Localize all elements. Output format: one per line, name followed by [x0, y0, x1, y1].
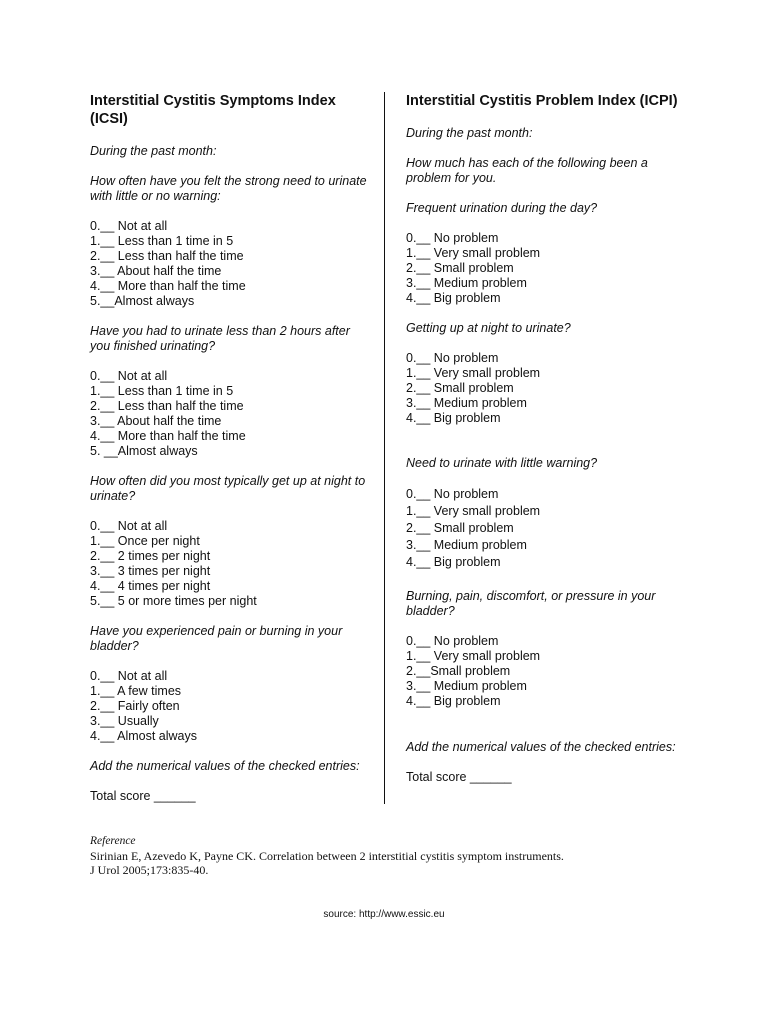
icsi-q1-option: 2.__ Less than half the time	[90, 249, 244, 263]
icpi-options-3	[406, 486, 696, 571]
icsi-intro: During the past month:	[90, 144, 217, 158]
icpi-add-instruction: Add the numerical values of the checked entries:	[406, 740, 676, 754]
icsi-column	[90, 92, 370, 804]
icsi-question-2: Have you had to urinate less than 2 hours after you finished urinating?	[90, 324, 350, 353]
icpi-q2-option: 2.__ Small problem	[406, 381, 514, 395]
icpi-q2-option: 4.__ Big problem	[406, 411, 501, 425]
icpi-options-2	[406, 351, 696, 426]
icpi-title: Interstitial Cystitis Problem Index (ICPI)	[406, 93, 678, 109]
icsi-add-instruction: Add the numerical values of the checked entries:	[90, 759, 360, 773]
icsi-options-3	[90, 519, 370, 609]
icsi-q4-option: 2.__ Fairly often	[90, 699, 180, 713]
icpi-q4-option: 2.__Small problem	[406, 664, 511, 678]
icpi-question-1: Frequent urination during the day?	[406, 201, 598, 215]
source-url[interactable]: source: http://www.essic.eu	[323, 909, 445, 920]
icpi-q1-option: 1.__ Very small problem	[406, 246, 541, 260]
icsi-q3-option: 3.__ 3 times per night	[90, 564, 211, 578]
icsi-q2-option: 5. __Almost always	[90, 444, 198, 458]
icpi-q2-option: 1.__ Very small problem	[406, 366, 541, 380]
icpi-q1-option: 3.__ Medium problem	[406, 276, 527, 290]
icpi-q4-option: 4.__ Big problem	[406, 694, 501, 708]
reference-citation-line-1: Sirinian E, Azevedo K, Payne CK. Correlation between 2 interstitial cystitis symptom instruments.	[90, 849, 564, 863]
icsi-q3-option: 5.__ 5 or more times per night	[90, 594, 257, 608]
icpi-q4-option: 0.__ No problem	[406, 634, 499, 648]
icsi-options-4	[90, 669, 370, 744]
icsi-q3-option: 4.__ 4 times per night	[90, 579, 211, 593]
icsi-q3-option: 0.__ Not at all	[90, 519, 168, 533]
icsi-q2-option: 2.__ Less than half the time	[90, 399, 244, 413]
icpi-q3-option: 3.__ Medium problem	[406, 538, 527, 552]
icsi-q4-option: 3.__ Usually	[90, 714, 159, 728]
icpi-q3-option: 4.__ Big problem	[406, 555, 501, 569]
icsi-q2-option: 1.__ Less than 1 time in 5	[90, 384, 234, 398]
icpi-question-2: Getting up at night to urinate?	[406, 321, 571, 335]
icpi-q3-option: 1.__ Very small problem	[406, 504, 541, 518]
icsi-q1-option: 1.__ Less than 1 time in 5	[90, 234, 234, 248]
icpi-q2-option: 0.__ No problem	[406, 351, 499, 365]
icpi-q3-option: 0.__ No problem	[406, 487, 499, 501]
icpi-q2-option: 3.__ Medium problem	[406, 396, 527, 410]
icpi-question-4: Burning, pain, discomfort, or pressure in your bladder?	[406, 589, 656, 618]
reference-block	[90, 834, 650, 877]
icpi-instruction: How much has each of the following been a problem for you.	[406, 156, 648, 185]
icpi-q3-option: 2.__ Small problem	[406, 521, 514, 535]
icpi-q1-option: 2.__ Small problem	[406, 261, 514, 275]
reference-label: Reference	[90, 835, 136, 847]
icsi-q1-option: 4.__ More than half the time	[90, 279, 246, 293]
icpi-q1-option: 4.__ Big problem	[406, 291, 501, 305]
icsi-options-1	[90, 219, 370, 309]
icsi-question-3: How often did you most typically get up at night to urinate?	[90, 474, 366, 503]
icsi-total-score[interactable]: Total score ______	[90, 789, 196, 803]
icsi-question-1: How often have you felt the strong need to urinate with little or no warning:	[90, 174, 367, 203]
icsi-q4-option: 4.__ Almost always	[90, 729, 197, 743]
icpi-q4-option: 3.__ Medium problem	[406, 679, 527, 693]
icsi-question-4: Have you experienced pain or burning in your bladder?	[90, 624, 343, 653]
icsi-q3-option: 2.__ 2 times per night	[90, 549, 211, 563]
icpi-question-3: Need to urinate with little warning?	[406, 456, 598, 470]
spacer	[406, 441, 696, 456]
icpi-intro: During the past month:	[406, 126, 533, 140]
icsi-q3-option: 1.__ Once per night	[90, 534, 200, 548]
column-divider	[384, 92, 385, 804]
icsi-q2-option: 0.__ Not at all	[90, 369, 168, 383]
icsi-q1-option: 0.__ Not at all	[90, 219, 168, 233]
icsi-q2-option: 3.__ About half the time	[90, 414, 222, 428]
spacer	[406, 724, 696, 740]
icpi-column	[406, 92, 696, 785]
icsi-options-2	[90, 369, 370, 459]
icpi-options-1	[406, 231, 696, 306]
icpi-total-score[interactable]: Total score ______	[406, 770, 512, 784]
icsi-q1-option: 5.__Almost always	[90, 294, 195, 308]
icpi-q1-option: 0.__ No problem	[406, 231, 499, 245]
icsi-q1-option: 3.__ About half the time	[90, 264, 222, 278]
icsi-q2-option: 4.__ More than half the time	[90, 429, 246, 443]
icsi-title: Interstitial Cystitis Symptoms Index (ICSI)	[90, 93, 336, 127]
icsi-q4-option: 0.__ Not at all	[90, 669, 168, 683]
icpi-q4-option: 1.__ Very small problem	[406, 649, 541, 663]
reference-citation-line-2: J Urol 2005;173:835-40.	[90, 863, 209, 877]
icpi-options-4	[406, 634, 696, 709]
icsi-q4-option: 1.__ A few times	[90, 684, 182, 698]
